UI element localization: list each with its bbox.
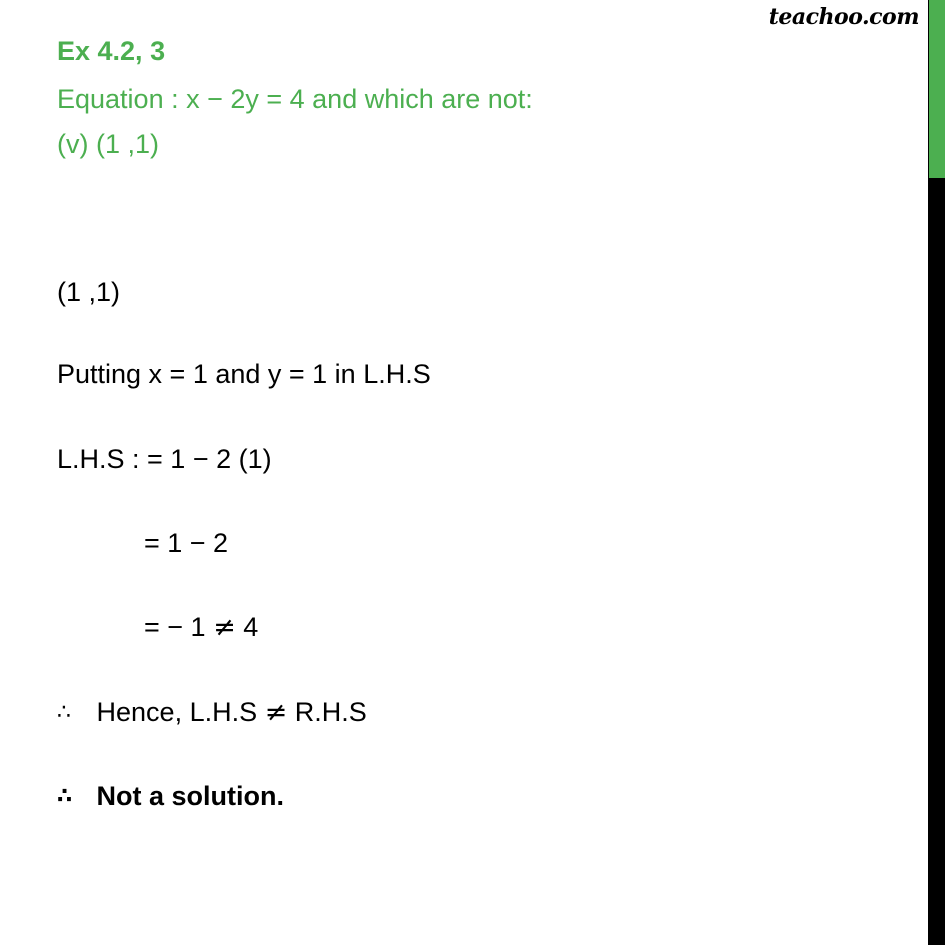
hence-rhs: R.H.S bbox=[294, 697, 367, 727]
therefore-symbol: ∴ bbox=[57, 784, 73, 809]
lhs-step-2: = 1 − 2 bbox=[144, 528, 229, 558]
question-text: Equation : x − 2y = 4 and which are not: bbox=[57, 84, 533, 114]
lhs-step-3 bbox=[144, 612, 258, 643]
teachoo-logo: teachoo.com bbox=[768, 4, 919, 30]
exercise-title: Ex 4.2, 3 bbox=[57, 36, 166, 66]
not-equal-symbol: ≠ bbox=[264, 697, 288, 728]
not-equal-symbol: ≠ bbox=[213, 612, 236, 643]
lhs-step-1: L.H.S : = 1 − 2 (1) bbox=[57, 444, 272, 474]
hence-statement bbox=[57, 697, 367, 728]
scrollbar-thumb[interactable] bbox=[929, 0, 945, 178]
hence-lhs: Hence, L.H.S bbox=[96, 697, 258, 727]
question-part: (v) (1 ,1) bbox=[57, 129, 160, 159]
lhs-step-3-rhs: 4 bbox=[243, 612, 259, 642]
conclusion-statement bbox=[57, 781, 284, 812]
therefore-symbol: ∴ bbox=[57, 700, 71, 725]
lhs-step-3-value: = − 1 bbox=[144, 612, 206, 642]
point-label: (1 ,1) bbox=[57, 277, 121, 307]
conclusion-text: Not a solution. bbox=[96, 781, 284, 811]
putting-text: Putting x = 1 and y = 1 in L.H.S bbox=[57, 359, 431, 389]
scrollbar[interactable] bbox=[928, 0, 945, 945]
